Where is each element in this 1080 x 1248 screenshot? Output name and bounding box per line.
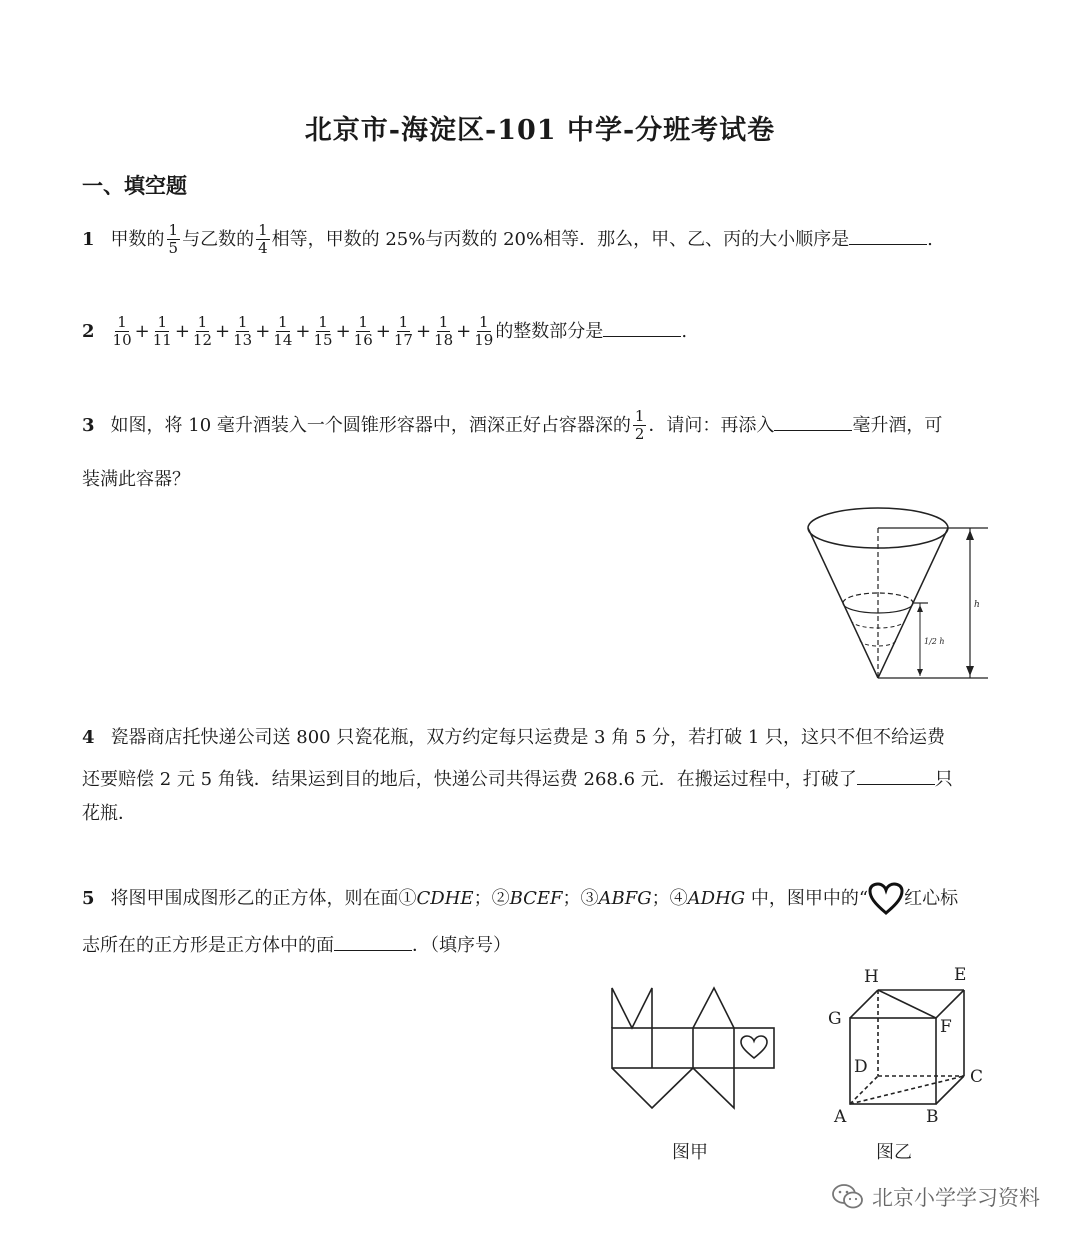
vertex-a: A	[834, 1107, 847, 1127]
cone-diagram	[800, 500, 1000, 690]
vertex-h: H	[864, 967, 879, 987]
cone-label-half-h: 1/2 h	[924, 637, 945, 646]
q1-fraction-2: $\frac{1}{4}$	[258, 221, 268, 258]
q1-text-c: 相等，甲数的 25%与丙数的 20%相等．那么，甲、乙、丙的大小顺序是	[271, 228, 850, 250]
vertex-f: F	[940, 1017, 952, 1037]
vertex-d: D	[854, 1057, 868, 1077]
q2-fraction: $\frac{1}{14}$	[273, 313, 293, 350]
figure-jia-cube-net	[600, 980, 800, 1170]
q2-fraction: $\frac{1}{10}$	[112, 313, 132, 350]
vertex-e: E	[954, 965, 967, 985]
q3-text-b: ．请问：再添入	[648, 414, 775, 436]
question-4	[82, 729, 945, 747]
section-heading: 一、填空题	[82, 173, 187, 198]
plus-sign: +	[134, 320, 150, 342]
question-number: 5	[82, 888, 95, 909]
plus-sign: +	[456, 320, 472, 342]
plus-sign: +	[335, 320, 351, 342]
page-title: 北京市-海淀区-101 中学-分班考试卷	[304, 115, 776, 146]
q2-fraction: $\frac{1}{13}$	[233, 313, 253, 350]
q3-text-c: 毫升酒，可	[852, 414, 943, 436]
question-3	[82, 408, 942, 444]
figure-yi-cube	[820, 962, 1000, 1172]
q3-line-2: 装满此容器？	[82, 469, 190, 490]
plus-sign: +	[255, 320, 271, 342]
q2-fraction: $\frac{1}{18}$	[434, 313, 454, 350]
watermark-text: 北京小学学习资料	[872, 1186, 1040, 1210]
q2-fraction: $\frac{1}{16}$	[353, 313, 373, 350]
heart-icon	[868, 882, 904, 916]
q1-fraction-1: $\frac{1}{5}$	[168, 221, 179, 258]
answer-blank[interactable]	[857, 766, 935, 785]
answer-blank[interactable]	[849, 226, 927, 245]
question-number: 4	[82, 727, 95, 748]
question-number: 2	[82, 320, 95, 342]
q2-fraction: $\frac{1}{15}$	[313, 313, 333, 350]
caption-figure-jia: 图甲	[672, 1142, 708, 1163]
question-number: 1	[82, 228, 95, 250]
plus-sign: +	[415, 320, 432, 342]
q2-fraction: $\frac{1}{12}$	[192, 313, 212, 350]
cone-label-h: h	[974, 600, 980, 610]
q1-text-a: 甲数的	[110, 228, 165, 250]
q4-line-2: 还要赔偿 2 元 5 角钱．结果运到目的地后，快递公司共得运费 268.6 元．在搬运过程中，打破了 只	[82, 766, 953, 789]
question-1: 1 甲数的 $\frac{1}{5}$ 与乙数的 $\frac{1}{4}$ 相等，甲数的 25%与丙数的 20%相等．那么，甲、乙、丙的大小顺序是 .	[82, 221, 933, 258]
watermark	[832, 1182, 1040, 1212]
q3-fraction: $\frac{1}{2}$	[634, 407, 645, 444]
answer-blank[interactable]	[774, 412, 852, 431]
caption-figure-yi: 图乙	[876, 1142, 912, 1163]
vertex-c: C	[970, 1067, 984, 1087]
q5-line-2: 志所在的正方形是正方体中的面 ．（填序号）	[82, 932, 511, 955]
q2-fraction: $\frac{1}{17}$	[393, 313, 413, 350]
question-number: 3	[82, 414, 95, 436]
q2-text: 的整数部分是	[495, 320, 604, 342]
q3-text-a: 如图，将 10 毫升酒装入一个圆锥形容器中，酒深正好占容器深的	[110, 414, 631, 436]
question-5: 5 将图甲围成图形乙的正方体，则在面①CDHE；②BCEF；③ABFG；④ADHG 中，图甲中的“ 红心标	[82, 882, 958, 916]
plus-sign: +	[215, 320, 231, 342]
q4-line-1: 瓷器商店托快递公司送 800 只瓷花瓶，双方约定每只运费是 3 角 5 分，若打破 1 只，这只不但不给运费	[110, 727, 946, 748]
plus-sign: +	[174, 320, 190, 342]
answer-blank[interactable]	[603, 318, 681, 337]
q4-line-3: 花瓶．	[82, 803, 136, 824]
vertex-g: G	[828, 1009, 842, 1029]
plus-sign: +	[375, 320, 391, 342]
plus-sign: +	[295, 320, 311, 342]
wechat-icon	[832, 1184, 864, 1210]
q2-fraction: $\frac{1}{19}$	[474, 313, 494, 350]
q1-text-b: 与乙数的	[182, 228, 255, 250]
vertex-b: B	[926, 1107, 939, 1127]
answer-blank[interactable]	[334, 932, 412, 951]
q2-fraction: $\frac{1}{11}$	[152, 313, 172, 350]
question-2: 2 $\frac{1}{10}$ + $\frac{1}{11}$ + $\frac{1}{12}$ + $\frac{1}{13}$ + $\frac{1}{14}$ + $\frac{1}{15}$ + $\frac{1}{16}$ + $\frac{1}{17}$ + $\frac{1}{18}$ + $\frac{1}{19}$ 的整数部分是 .	[82, 313, 688, 350]
